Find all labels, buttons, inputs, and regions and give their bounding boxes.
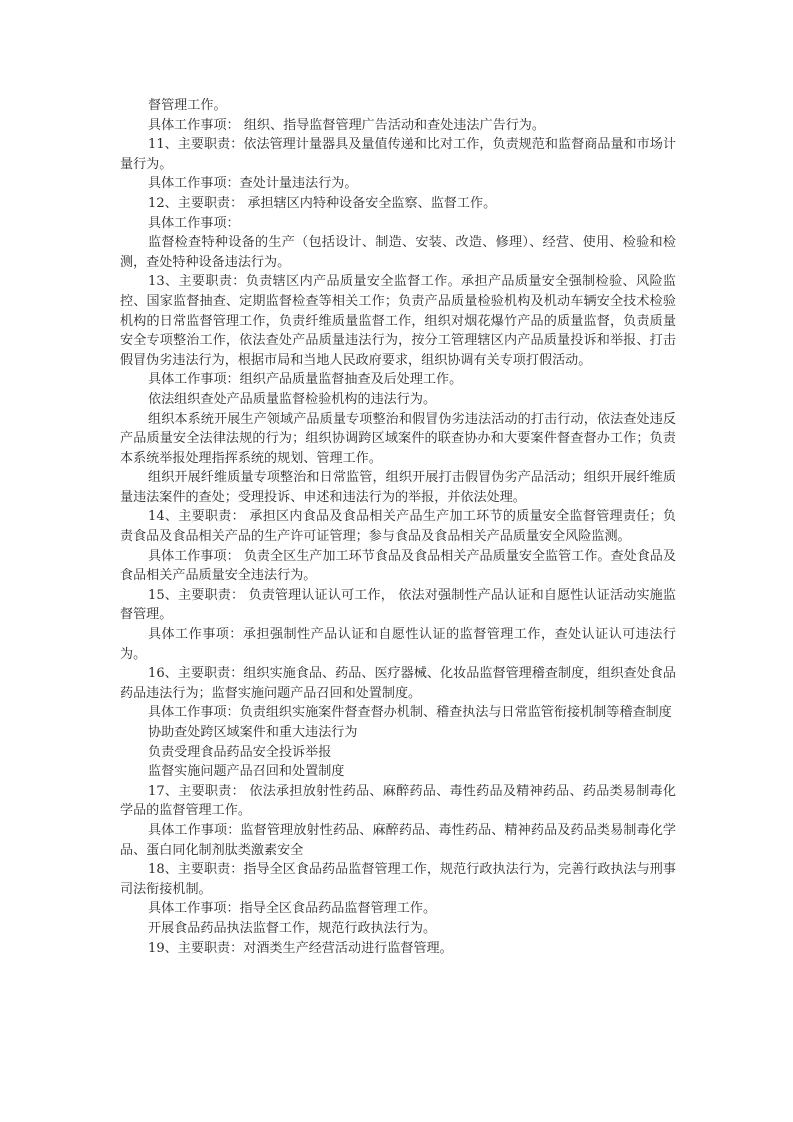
paragraph: 18、主要职责：指导全区食品药品监督管理工作，规范行政执法行为，完善行政执法与刑事司法衔接机制。	[120, 862, 676, 897]
paragraph: 组织开展纤维质量专项整治和日常监管，组织开展打击假冒伪劣产品活动；组织开展纤维质量违法案件的查处；受理投诉、申述和违法行为的举报，并依法处理。	[120, 470, 676, 505]
document-body	[120, 96, 676, 958]
paragraph: 具体工作事项：负责组织实施案件督查督办机制、稽查执法与日常监管衔接机制等稽查制度	[148, 705, 672, 721]
paragraph: 12、主要职责： 承担辖区内特种设备安全监察、监督工作。	[148, 195, 497, 211]
paragraph: 具体工作事项：监督管理放射性药品、麻醉药品、毒性药品、精神药品及药品类易制毒化学品、蛋白同化制剂肽类激素安全	[120, 822, 676, 858]
paragraph: 11、主要职责：依法管理计量器具及量值传递和比对工作，负责规范和监督商品量和市场计量行为。	[120, 137, 676, 172]
paragraph: 组织本系统开展生产领域产品质量专项整治和假冒伪劣违法活动的打击行动，依法查处违反产品质量安全法律法规的行为；组织协调跨区域案件的联查协办和大要案件督查督办工作；负责本系统举报处理指挥系统的规划、管理工作。	[120, 411, 676, 466]
paragraph: 17、主要职责： 依法承担放射性药品、麻醉药品、毒性药品及精神药品、药品类易制毒化学品的监督管理工作。	[120, 783, 676, 819]
paragraph: 负责受理食品药品安全投诉举报	[148, 744, 332, 760]
paragraph: 具体工作事项：组织产品质量监督抽查及后处理工作。	[148, 372, 463, 388]
paragraph: 协助查处跨区域案件和重大违法行为	[148, 725, 358, 740]
paragraph: 16、主要职责：组织实施食品、药品、医疗器械、化妆品监督管理稽查制度，组织查处食品药品违法行为；监督实施问题产品召回和处置制度。	[120, 666, 676, 701]
paragraph: 15、主要职责： 负责管理认证认可工作， 依法对强制性产品认证和自愿性认证活动实施监督管理。	[120, 587, 676, 623]
paragraph: 具体工作事项：查处计量违法行为。	[148, 176, 358, 192]
paragraph: 监督检查特种设备的生产（包括设计、制造、安装、改造、修理）、经营、使用、检验和检测，查处特种设备违法行为。	[120, 235, 676, 270]
paragraph: 具体工作事项： 负责全区生产加工环节食品及食品相关产品质量安全监管工作。查处食品及食品相关产品质量安全违法行为。	[120, 548, 676, 584]
paragraph: 19、主要职责：对酒类生产经营活动进行监督管理。	[148, 940, 453, 956]
paragraph: 具体工作事项：指导全区食品药品监督管理工作。	[148, 901, 437, 917]
paragraph: 具体工作事项：承担强制性产品认证和自愿性认证的监督管理工作，查处认证认可违法行为。	[120, 627, 676, 662]
paragraph: 具体工作事项： 组织、指导监督管理广告活动和查处违法广告行为。	[148, 117, 545, 133]
paragraph: 督管理工作。	[148, 98, 227, 113]
paragraph: 14、主要职责： 承担区内食品及食品相关产品生产加工环节的质量安全监督管理责任；负责食品及食品相关产品的生产许可证管理；参与食品及食品相关产品质量安全风险监测。	[120, 509, 676, 545]
paragraph: 开展食品药品执法监督工作，规范行政执法行为。	[148, 920, 437, 936]
paragraph: 依法组织查处产品质量监督检验机构的违法行为。	[148, 391, 437, 407]
paragraph: 13、主要职责：负责辖区内产品质量安全监督工作。承担产品质量安全强制检验、风险监控、国家监督抽查、定期监督检查等相关工作；负责产品质量检验机构及机动车辆安全技术检验机构的日常监督管理工作，负责纤维质量监督工作，组织对烟花爆竹产品的质量监督，负责质量安全专项整治工作，依法查处产品质量违法行为，按分工管理辖区内产品质量投诉和举报、打击假冒伪劣违法行为，根据市局和当地人民政府要求，组织协调有关专项打假活动。	[120, 274, 676, 368]
paragraph: 监督实施问题产品召回和处置制度	[148, 764, 345, 780]
paragraph: 具体工作事项：	[148, 215, 240, 231]
